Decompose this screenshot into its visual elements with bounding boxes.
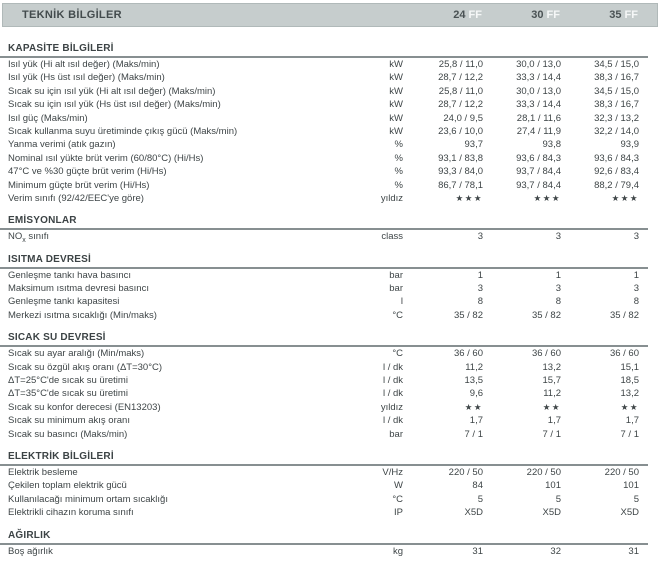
row-label: ΔT=25°C'de sıcak su üretimi <box>8 375 128 387</box>
section <box>0 215 648 243</box>
section <box>0 530 648 558</box>
row-value: 101 <box>623 480 639 492</box>
row-value: 7 / 1 <box>620 428 639 440</box>
row-value: 24,0 / 9,5 <box>443 112 483 124</box>
row-value: 11,2 <box>465 361 483 373</box>
row-value: X5D <box>620 507 639 519</box>
row-value: 38,3 / 16,7 <box>594 99 639 111</box>
row-value: 11,2 <box>543 388 561 400</box>
table-row <box>0 85 648 98</box>
row-unit: IP <box>394 507 403 519</box>
row-unit: yıldız <box>380 192 403 204</box>
model-suffix: FF <box>624 9 638 21</box>
row-unit: kW <box>389 59 403 70</box>
table-row <box>0 479 648 492</box>
row-value: 33,3 / 14,4 <box>516 72 561 84</box>
table-row <box>0 401 648 414</box>
row-value: 5 <box>477 493 483 505</box>
row-value: 5 <box>555 493 561 505</box>
row-value: 86,7 / 78,1 <box>438 179 483 191</box>
row-label: Sıcak kullanma suyu üretiminde çıkış gücü (Maks/min) <box>8 125 238 137</box>
row-value: 32,3 / 13,2 <box>594 112 639 124</box>
row-unit: % <box>394 179 403 191</box>
row-unit: kW <box>389 72 403 84</box>
row-value: 3 <box>633 231 639 243</box>
row-value: 93,1 / 83,8 <box>438 152 483 164</box>
row-unit: °C <box>392 348 403 360</box>
model-number: 30 <box>531 9 544 21</box>
section <box>0 254 648 323</box>
row-label: Sıcak su minimum akış oranı <box>8 415 130 427</box>
row-unit: bar <box>389 283 403 295</box>
table-row <box>0 152 648 165</box>
row-value: 5 <box>633 493 639 505</box>
row-value: 36 / 60 <box>453 348 483 360</box>
table-row <box>0 387 648 400</box>
row-value: 1 <box>633 269 639 281</box>
row-value: 33,3 / 14,4 <box>516 99 561 111</box>
row-label: ΔT=35°C'de sıcak su üretimi <box>8 388 128 400</box>
row-unit: °C <box>392 309 403 321</box>
row-label: Genleşme tankı kapasitesi <box>8 296 120 308</box>
row-value: 84 <box>472 480 483 492</box>
row-value: 3 <box>555 231 561 243</box>
row-unit: yıldız <box>380 401 403 413</box>
model-columns <box>404 9 657 21</box>
row-label: 47°C ve %30 güçte brüt verim (Hi/Hs) <box>8 166 167 178</box>
model-suffix: FF <box>468 9 482 21</box>
row-unit: V/Hz <box>382 466 403 478</box>
row-label: Sıcak su ayar aralığı (Min/maks) <box>8 348 145 360</box>
row-value: 36 / 60 <box>609 348 639 360</box>
row-value: 1,7 <box>469 415 483 427</box>
row-value: 220 / 50 <box>526 466 561 478</box>
table-row <box>0 58 648 71</box>
row-label: Yanma verimi (atık gazın) <box>8 139 116 151</box>
row-value: 35 / 82 <box>609 309 639 321</box>
row-value: 15,7 <box>542 375 561 387</box>
row-value: X5D <box>542 507 561 519</box>
row-unit: % <box>394 152 403 164</box>
row-unit: class <box>381 231 403 243</box>
row-value: 31 <box>628 545 639 557</box>
row-value: 1,7 <box>547 415 561 427</box>
row-value: 23,6 / 10,0 <box>438 125 483 137</box>
page-title: TEKNİK BİLGİLER <box>22 9 122 21</box>
row-unit: kW <box>389 125 403 137</box>
table-row <box>0 165 648 178</box>
row-label: Sıcak su konfor derecesi (EN13203) <box>8 401 161 413</box>
row-value: 93,9 <box>620 139 639 151</box>
row-unit: bar <box>389 428 403 440</box>
row-label: Minimum güçte brüt verim (Hi/Hs) <box>8 179 150 191</box>
table-row <box>0 295 648 308</box>
table-row <box>0 98 648 111</box>
row-unit: kW <box>389 112 403 124</box>
row-value: 8 <box>555 296 561 308</box>
row-unit: % <box>394 139 403 151</box>
row-value: 101 <box>545 480 561 492</box>
model-label <box>404 9 482 21</box>
row-value: ★★★ <box>533 192 561 203</box>
row-value: 32,2 / 14,0 <box>594 125 639 137</box>
row-value: 93,3 / 84,0 <box>438 166 483 178</box>
row-value: 31 <box>472 545 483 557</box>
row-label: Elektrik besleme <box>8 466 78 478</box>
row-value: 30,0 / 13,0 <box>516 85 561 97</box>
row-value: 8 <box>477 296 483 308</box>
row-value: ★★★ <box>611 192 639 203</box>
row-value: 28,7 / 12,2 <box>438 72 483 84</box>
table-row <box>0 192 648 205</box>
row-value: 36 / 60 <box>531 348 561 360</box>
row-value: 1 <box>555 269 561 281</box>
row-label: Isıl yük (Hi alt ısıl değer) (Maks/min) <box>8 59 160 70</box>
model-number: 35 <box>609 9 622 21</box>
section-title: SICAK SU DEVRESİ <box>0 332 648 347</box>
row-value: 3 <box>555 283 561 295</box>
row-value: 93,6 / 84,3 <box>516 152 561 164</box>
table-row <box>0 309 648 322</box>
row-value: 93,7 / 84,4 <box>516 166 561 178</box>
row-value: 13,2 <box>620 388 639 400</box>
row-unit: % <box>394 166 403 178</box>
row-label: Isıl yük (Hs üst ısıl değer) (Maks/min) <box>8 72 165 84</box>
table-row <box>0 269 648 282</box>
row-value: 25,8 / 11,0 <box>438 59 483 70</box>
row-value: ★★ <box>542 401 561 412</box>
row-unit: l / dk <box>382 415 403 427</box>
table-row <box>0 428 648 441</box>
row-value: 9,6 <box>469 388 483 400</box>
row-value: 93,7 / 84,4 <box>516 179 561 191</box>
section <box>0 332 648 441</box>
row-label: Çekilen toplam elektrik gücü <box>8 480 127 492</box>
row-label: $NO_x$ sınıfı <box>8 231 49 245</box>
row-value: 93,8 <box>542 139 561 151</box>
row-label: Nominal ısıl yükte brüt verim (60/80°C) (Hi/Hs) <box>8 152 204 164</box>
row-value: 13,5 <box>464 375 483 387</box>
row-unit: W <box>394 480 403 492</box>
row-label: Verim sınıfı (92/42/EEC'ye göre) <box>8 192 144 204</box>
row-value: 1,7 <box>625 415 639 427</box>
row-label: Elektrikli cihazın koruma sınıfı <box>8 507 134 519</box>
row-value: ★★★ <box>455 192 483 203</box>
table-row <box>0 374 648 387</box>
row-value: 7 / 1 <box>464 428 483 440</box>
row-unit: l / dk <box>382 388 403 400</box>
section-title: ELEKTRİK BİLGİLERİ <box>0 451 648 466</box>
table-row <box>0 71 648 84</box>
row-value: 88,2 / 79,4 <box>594 179 639 191</box>
row-value: 32 <box>550 545 561 557</box>
row-value: 35 / 82 <box>453 309 483 321</box>
row-label: Merkezi ısıtma sıcaklığı (Min/maks) <box>8 309 157 321</box>
row-label: Sıcak su için ısıl yük (Hi alt ısıl değer) (Maks/min) <box>8 85 216 97</box>
row-value: 13,2 <box>542 361 561 373</box>
row-label: Maksimum ısıtma devresi basıncı <box>8 283 149 295</box>
row-value: 18,5 <box>620 375 639 387</box>
model-label <box>482 9 560 21</box>
table-row <box>0 125 648 138</box>
section-title: ISITMA DEVRESİ <box>0 254 648 269</box>
row-unit: l / dk <box>382 361 403 373</box>
row-unit: bar <box>389 269 403 281</box>
row-label: Isıl güç (Maks/min) <box>8 112 88 124</box>
row-value: 7 / 1 <box>542 428 561 440</box>
table-row <box>0 347 648 360</box>
row-value: 1 <box>477 269 483 281</box>
table-row <box>0 506 648 519</box>
row-value: 38,3 / 16,7 <box>594 72 639 84</box>
section-title: EMİSYONLAR <box>0 215 648 230</box>
row-value: 3 <box>477 231 483 243</box>
row-value: 92,6 / 83,4 <box>594 166 639 178</box>
row-unit: kW <box>389 99 403 111</box>
row-value: X5D <box>464 507 483 519</box>
row-unit: l / dk <box>382 375 403 387</box>
table-row <box>0 138 648 151</box>
table-row <box>0 179 648 192</box>
row-value: 35 / 82 <box>531 309 561 321</box>
row-value: 93,6 / 84,3 <box>594 152 639 164</box>
section <box>0 43 648 205</box>
row-value: 8 <box>633 296 639 308</box>
row-label: Boş ağırlık <box>8 545 53 557</box>
row-label: Sıcak su basıncı (Maks/min) <box>8 428 128 440</box>
row-label: Kullanılacağı minimum ortam sıcaklığı <box>8 493 168 505</box>
row-value: ★★ <box>620 401 639 412</box>
row-value: 15,1 <box>620 361 639 373</box>
table-row <box>0 282 648 295</box>
row-unit: kW <box>389 85 403 97</box>
row-label: Genleşme tankı hava basıncı <box>8 269 132 281</box>
row-value: 220 / 50 <box>604 466 639 478</box>
row-label: Sıcak su için ısıl yük (Hs üst ısıl değer) (Maks/min) <box>8 99 221 111</box>
row-value: 28,1 / 11,6 <box>516 112 561 124</box>
row-unit: °C <box>392 493 403 505</box>
spec-table <box>0 27 660 558</box>
row-unit: l <box>400 296 403 308</box>
table-row <box>0 230 648 243</box>
row-value: 30,0 / 13,0 <box>516 59 561 70</box>
table-row <box>0 361 648 374</box>
row-value: 25,8 / 11,0 <box>438 85 483 97</box>
model-suffix: FF <box>546 9 560 21</box>
row-value: 220 / 50 <box>448 466 483 478</box>
model-label <box>560 9 638 21</box>
row-value: 34,5 / 15,0 <box>594 59 639 70</box>
table-row <box>0 466 648 479</box>
row-value: 3 <box>633 283 639 295</box>
row-unit: kg <box>392 545 403 557</box>
header-bar <box>2 3 658 27</box>
table-row <box>0 493 648 506</box>
table-row <box>0 545 648 558</box>
model-number: 24 <box>453 9 466 21</box>
row-value: ★★ <box>464 401 483 412</box>
row-value: 34,5 / 15,0 <box>594 85 639 97</box>
table-row <box>0 112 648 125</box>
row-value: 3 <box>477 283 483 295</box>
table-row <box>0 414 648 427</box>
section-title: KAPASİTE BİLGİLERİ <box>0 43 648 58</box>
row-value: 28,7 / 12,2 <box>438 99 483 111</box>
section <box>0 451 648 520</box>
row-value: 93,7 <box>464 139 483 151</box>
row-value: 27,4 / 11,9 <box>516 125 561 137</box>
section-title: AĞIRLIK <box>0 530 648 545</box>
row-label: Sıcak su özgül akış oranı (ΔT=30°C) <box>8 361 163 373</box>
